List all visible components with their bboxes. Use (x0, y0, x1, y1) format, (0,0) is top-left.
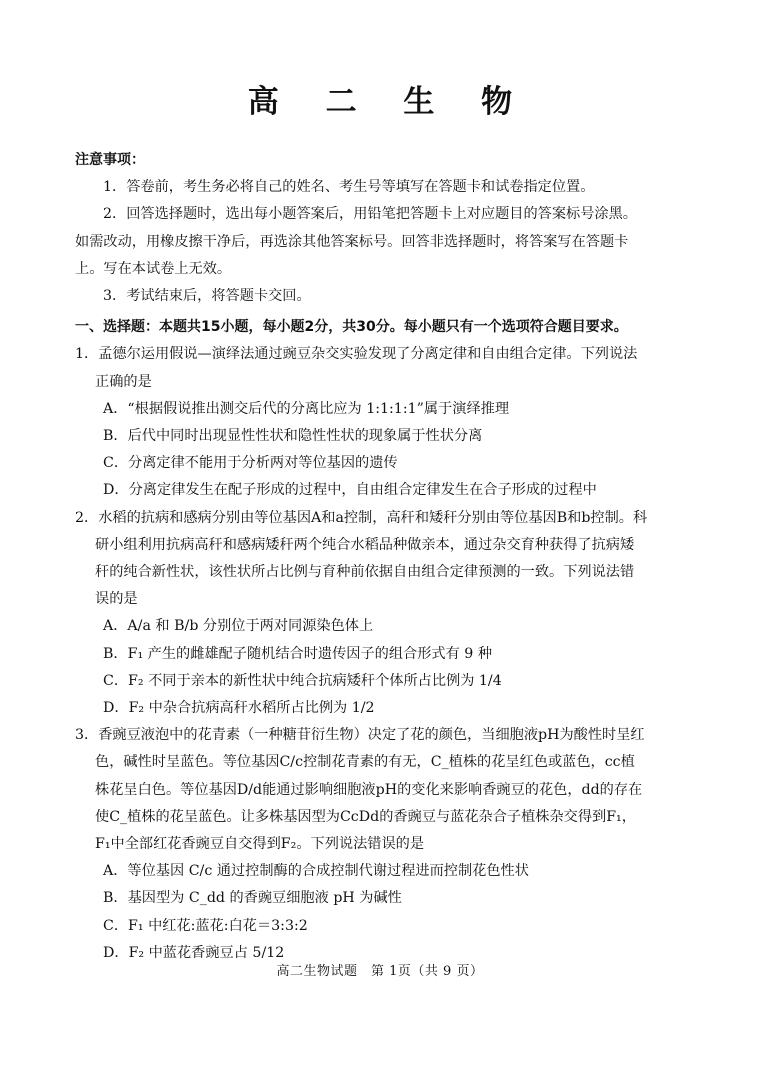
question-2-stem-cont-3: 误的是 (95, 591, 138, 608)
question-2-option-a: A．A/a 和 B/b 分别位于两对同源染色体上 (103, 618, 374, 635)
page-title: 高 二 生 物 (247, 84, 531, 120)
notice-heading: 注意事项： (75, 152, 145, 168)
question-3-option-c: C．F₁ 中红花:蓝花:白花＝3:3:2 (103, 917, 308, 934)
question-2-option-b: B．F₁ 产生的雌雄配子随机结合时遗传因子的组合形式有 9 种 (103, 645, 493, 662)
question-1-stem: 1．孟德尔运用假说—演绎法通过豌豆杂交实验发现了分离定律和自由组合定律。下列说法 (75, 346, 638, 363)
notice-item-2-line-3: 上。写在本试卷上无效。 (75, 260, 232, 277)
section-heading: 一、选择题：本题共15小题，每小题2分，共30分。每小题只有一个选项符合题目要求。 (75, 319, 628, 336)
exam-content (75, 147, 687, 967)
question-1-stem-cont: 正确的是 (95, 373, 152, 390)
question-2-option-c: C．F₂ 不同于亲本的新性状中纯合抗病矮秆个体所占比例为 1/4 (103, 672, 502, 689)
page-footer: 高二生物试题 第 1页（共 9 页） (276, 964, 484, 979)
notice-item-3: 3．考试结束后，将答题卡交回。 (103, 288, 311, 305)
question-2-stem: 2．水稻的抗病和感病分别由等位基因A和a控制，高秆和矮秆分别由等位基因B和b控制。科 (75, 509, 648, 526)
notice-item-1: 1．答卷前，考生务必将自己的姓名、考生号等填写在答题卡和试卷指定位置。 (103, 179, 595, 196)
question-2-option-d: D．F₂ 中杂合抗病高秆水稻所占比例为 1/2 (103, 700, 375, 717)
question-3-option-d: D．F₂ 中蓝花香豌豆占 5/12 (103, 944, 285, 961)
question-3-stem: 3．香豌豆液泡中的花青素（一种糖苷衍生物）决定了花的颜色，当细胞液pH为酸性时呈红 (75, 727, 645, 744)
question-1-option-c: C．分离定律不能用于分析两对等位基因的遗传 (103, 455, 398, 472)
notice-item-2-line-2: 如需改动，用橡皮擦干净后，再选涂其他答案标号。回答非选择题时，将答案写在答题卡 (75, 233, 629, 250)
question-3-stem-cont-2: 株花呈白色。等位基因D/d能通过影响细胞液pH的变化来影响香豌豆的花色，dd的存在 (95, 781, 643, 798)
question-2-stem-cont-2: 秆的纯合新性状，该性状所占比例与育种前依据自由组合定律预测的一致。下列说法错 (95, 564, 635, 581)
question-3-option-a: A．等位基因 C/c 通过控制酶的合成控制代谢过程进而控制花色性状 (103, 863, 529, 880)
question-3-stem-cont-3: 使C_植株的花呈蓝色。让多株基因型为CcDd的香豌豆与蓝花杂合子植株杂交得到F₁， (95, 808, 636, 825)
question-3-option-b: B．基因型为 C_dd 的香豌豆细胞液 pH 为碱性 (103, 890, 402, 907)
question-3-stem-cont-1: 色，碱性时呈蓝色。等位基因C/c控制花青素的有无，C_植株的花呈红色或蓝色，cc植 (95, 754, 635, 771)
question-3-stem-cont-4: F₁中全部红花香豌豆自交得到F₂。下列说法错误的是 (95, 836, 425, 853)
notice-item-2-line-1: 2．回答选择题时，选出每小题答案后，用铅笔把答题卡上对应题目的答案标号涂黑。 (103, 206, 637, 223)
question-1-option-d: D．分离定律发生在配子形成的过程中，自由组合定律发生在合子形成的过程中 (103, 482, 597, 499)
question-1-option-a: A．“根据假说推出测交后代的分离比应为 1:1:1:1”属于演绎推理 (103, 400, 510, 417)
question-2-stem-cont-1: 研小组利用抗病高秆和感病矮秆两个纯合水稻品种做亲本，通过杂交育种获得了抗病矮 (95, 536, 635, 553)
question-1-option-b: B．后代中同时出现显性性状和隐性性状的现象属于性状分离 (103, 428, 483, 445)
